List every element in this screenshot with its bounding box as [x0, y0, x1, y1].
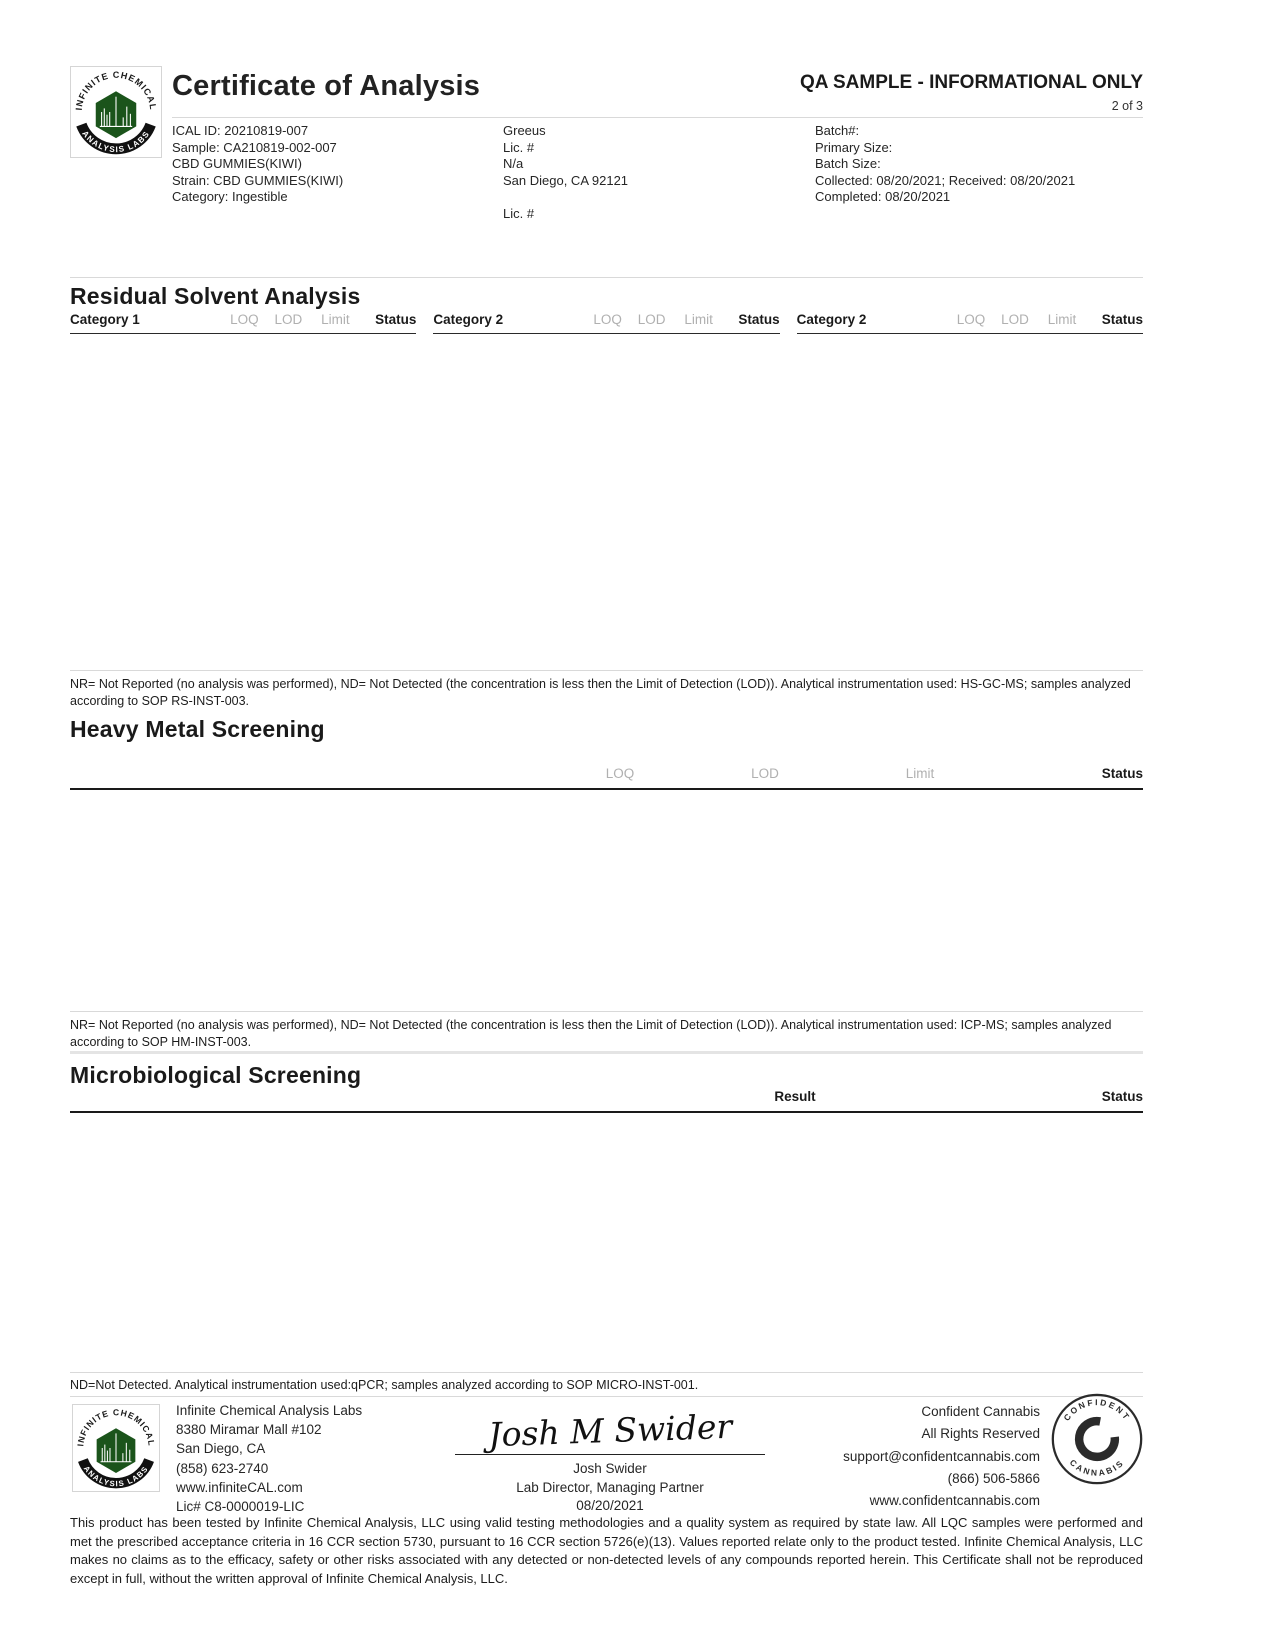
qa-banner: QA SAMPLE - INFORMATIONAL ONLY	[799, 72, 1143, 93]
client-address-2: San Diego, CA 92121	[503, 172, 629, 188]
column-category-1: Category 1	[70, 312, 140, 327]
column-limit: Limit	[905, 766, 935, 781]
column-lod: LOD	[751, 766, 779, 781]
client-address-1: N/a	[503, 156, 524, 172]
confident-cannabis-logo-icon	[1050, 1392, 1144, 1486]
sample-strain: Strain: CBD GUMMIES(KIWI)	[172, 172, 344, 188]
sample-name: CBD GUMMIES(KIWI)	[172, 156, 302, 172]
batch-completed: Completed: 08/20/2021	[815, 189, 951, 205]
confident-cannabis-logo	[1050, 1392, 1144, 1486]
cc-name: Confident Cannabis	[921, 1404, 1040, 1419]
column-loq: LOQ	[605, 766, 635, 781]
cc-logo-top-text: CONFIDENT	[1061, 1397, 1133, 1423]
lab-name: Infinite Chemical Analysis Labs	[176, 1403, 363, 1418]
column-loq: LOQ	[593, 312, 622, 327]
heavy-metal-table-header	[70, 766, 1143, 790]
lab-phone: (858) 623-2740	[176, 1460, 269, 1476]
logo-bottom-text: ANALYSIS LABS	[81, 1464, 151, 1489]
heavy-metal-footnote-divider	[70, 1011, 1143, 1012]
client-name: Greeus	[503, 123, 546, 138]
sample-id: Sample: CA210819-002-007	[172, 139, 337, 155]
residual-table-header	[70, 312, 1143, 334]
column-status: Status	[1101, 1089, 1143, 1104]
cc-email: support@confidentcannabis.com	[843, 1448, 1040, 1464]
infinite-chemical-footer-logo	[72, 1404, 160, 1492]
client-license-2: Lic. #	[503, 205, 535, 221]
column-loq: LOQ	[956, 312, 986, 327]
lab-license: Lic# C8-0000019-LIC	[176, 1499, 305, 1515]
column-lod: LOD	[1001, 312, 1029, 327]
micro-footnote-divider-bottom	[70, 1396, 1143, 1397]
column-result: Result	[774, 1089, 816, 1104]
heavy-metal-footnote: NR= Not Reported (no analysis was performed), ND= Not Detected (the concentration is less then the Limit of Detection (LOD)). Analytical instrumentation used: ICP-MS; samples analyzed according to SOP HM-INST-003.	[70, 1018, 1112, 1049]
column-limit: Limit	[684, 312, 713, 327]
column-limit: Limit	[321, 312, 350, 327]
batch-primary-size: Primary Size:	[815, 139, 893, 155]
infinite-chemical-logo-icon	[71, 67, 161, 157]
page-indicator: 2 of 3	[1111, 99, 1143, 113]
sample-category: Category: Ingestible	[172, 189, 288, 205]
infinite-chemical-footer-logo-icon	[73, 1405, 159, 1491]
signer-name: Josh Swider	[573, 1461, 647, 1476]
logo-top-text: INFINITE CHEMICAL	[75, 1407, 157, 1447]
micro-footnote: ND=Not Detected. Analytical instrumentation used:qPCR; samples analyzed according to SOP MICRO-INST-001.	[70, 1378, 699, 1392]
residual-section-title: Residual Solvent Analysis	[70, 283, 361, 309]
cc-letter-c	[1072, 1414, 1122, 1464]
qa-banner-block	[800, 72, 1143, 113]
confident-cannabis-info	[770, 1401, 1040, 1512]
client-blank-line	[503, 189, 628, 206]
legal-disclaimer: This product has been tested by Infinite Chemical Analysis, LLC using valid testing methodologies and a quality system as required by state law. All LQC samples were performed and met the prescribed acceptance criteria in 16 CCR section 5730, pursuant to 16 CCR section 5726(e)(13). Values reported relate only to the product tested. Infinite Chemical Analysis, LLC makes no claims as to the efficacy, safety or other risks associated with any detected or non-detected levels of any compounds reported herein. This Certificate shall not be reproduced except in full, without the written approval of Infinite Chemical Analysis, LLC.	[70, 1515, 1143, 1587]
cc-website: www.confidentcannabis.com	[869, 1493, 1040, 1509]
column-status: Status	[1101, 766, 1143, 781]
column-category-2: Category 2	[796, 312, 867, 327]
sample-info	[172, 123, 343, 206]
cc-phone: (866) 506-5866	[947, 1470, 1040, 1486]
column-loq: LOQ	[230, 312, 259, 327]
micro-section-divider	[70, 1051, 1143, 1054]
column-status: Status	[375, 312, 417, 327]
cc-rights: All Rights Reserved	[921, 1426, 1040, 1442]
cc-logo-bottom-text: CANNABIS	[1067, 1457, 1127, 1478]
logo-bottom-text: ANALYSIS LABS	[80, 129, 152, 155]
residual-footnote: NR= Not Reported (no analysis was performed), ND= Not Detected (the concentration is less then the Limit of Detection (LOD)). Analytical instrumentation used: HS-GC-MS; samples analyzed according to SOP RS-INST-003.	[70, 677, 1131, 708]
header-divider	[172, 117, 1143, 118]
signature-date: 08/20/2021	[576, 1498, 644, 1513]
lab-contact-info	[176, 1401, 362, 1516]
client-license: Lic. #	[503, 139, 535, 155]
batch-size: Batch Size:	[815, 156, 881, 172]
batch-collected-received: Collected: 08/20/2021; Received: 08/20/2021	[815, 172, 1076, 188]
column-status: Status	[1101, 312, 1143, 327]
lab-address-2: San Diego, CA	[176, 1441, 266, 1457]
micro-footnote-divider-top	[70, 1372, 1143, 1373]
residual-footnote-divider	[70, 670, 1143, 671]
micro-table-header	[70, 1089, 1143, 1113]
residual-header-group-3	[797, 312, 1143, 334]
infinite-chemical-logo	[70, 66, 162, 158]
lab-address-1: 8380 Miramar Mall #102	[176, 1422, 322, 1438]
batch-info	[815, 123, 1075, 206]
heavy-metal-section-title: Heavy Metal Screening	[70, 716, 325, 742]
page-title: Certificate of Analysis	[172, 70, 481, 102]
residual-section-divider	[70, 277, 1143, 278]
lab-website: www.infiniteCAL.com	[176, 1479, 303, 1495]
residual-header-group-1	[70, 312, 416, 334]
column-lod: LOD	[274, 312, 303, 327]
column-category-2: Category 2	[433, 312, 504, 327]
batch-number: Batch#:	[815, 123, 860, 138]
micro-section-title: Microbiological Screening	[70, 1062, 362, 1088]
signature-block	[455, 1398, 765, 1516]
signature-line	[455, 1454, 765, 1516]
column-limit: Limit	[1047, 312, 1077, 327]
signature-script: Josh M Swider	[487, 1406, 733, 1455]
logo-top-text: INFINITE CHEMICAL	[73, 69, 159, 111]
client-info	[503, 123, 628, 223]
column-status: Status	[738, 312, 780, 327]
sample-ical-id: ICAL ID: 20210819-007	[172, 123, 309, 138]
signer-title: Lab Director, Managing Partner	[516, 1479, 704, 1495]
residual-header-group-2	[433, 312, 779, 334]
column-lod: LOD	[637, 312, 666, 327]
